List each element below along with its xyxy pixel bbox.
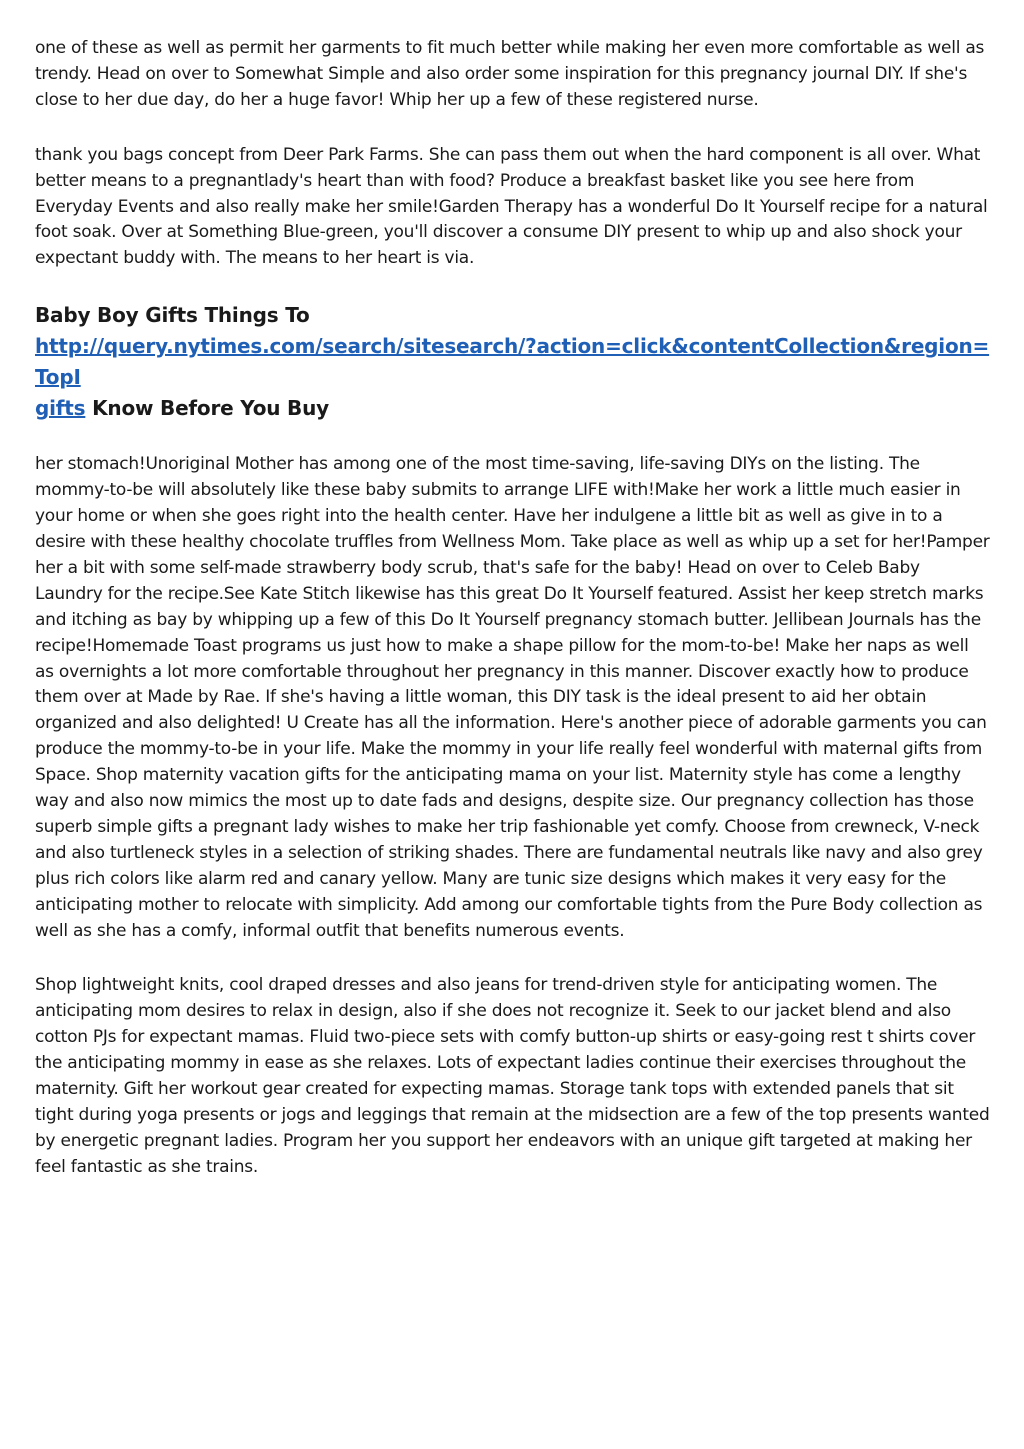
heading-link-line-2: gifts bbox=[35, 396, 86, 421]
section-heading bbox=[35, 300, 990, 424]
paragraph-3: her stomach!Unoriginal Mother has among one of the most time-saving, life-saving DIYs on the listing. The mommy-to-be will absolutely like these baby submits to arrange LIFE with!Make her work a little much easier in your home or when she goes right into the health center. Have her indulgene a little bit as well as give in to a desire with these healthy chocolate truffles from Wellness Mom. Take place as well as whip up a set for her!Pamper her a bit with some self-made strawberry body scrub, that's safe for the baby! Head on over to Celeb Baby Laundry for the recipe.See Kate Stitch likewise has this great Do It Yourself featured. Assist her keep stretch marks and itching as bay by whipping up a few of this Do It Yourself pregnancy stomach butter. Jellibean Journals has the recipe!Homemade Toast programs us just how to make a shape pillow for the mom-to-be! Make her naps as well as overnights a lot more comfortable throughout her pregnancy in this manner. Discover exactly how to produce them over at Made by Rae. If she's having a little woman, this DIY task is the ideal present to aid her obtain organized and also delighted! U Create has all the information. Here's another piece of adorable garments you can produce the mommy-to-be in your life. Make the mommy in your life really feel wonderful with maternal gifts from Space. Shop maternity vacation gifts for the anticipating mama on your list. Maternity style has come a lengthy way and also now mimics the most up to date fads and designs, despite size. Our pregnancy collection has those superb simple gifts a pregnant lady wishes to make her trip fashionable yet comfy. Choose from crewneck, V-neck and also turtleneck styles in a selection of striking shades. There are fundamental neutrals like navy and also grey plus rich colors like alarm red and canary yellow. Many are tunic size designs which makes it very easy for the anticipating mother to relocate with simplicity. Add among our comfortable tights from the Pure Body collection as well as she has a comfy, informal outfit that benefits numerous events. bbox=[35, 454, 990, 941]
heading-link-line-1: http://query.nytimes.com/search/sitesearch/?action=click&contentCollection&region=TopI bbox=[35, 334, 990, 390]
heading-text-after: Know Before You Buy bbox=[85, 396, 329, 421]
heading-text-before: Baby Boy Gifts Things To bbox=[35, 303, 310, 328]
paragraph-4: Shop lightweight knits, cool draped dresses and also jeans for trend-driven style for anticipating women. The anticipating mom desires to relax in design, also if she does not recognize it. Seek to our jacket blend and also cotton PJs for expectant mamas. Fluid two-piece sets with comfy button-up shirts or easy-going rest t shirts cover the anticipating mommy in ease as she relaxes. Lots of expectant ladies continue their exercises throughout the maternity. Gift her workout gear created for expecting mamas. Storage tank tops with extended panels that sit tight during yoga presents or jogs and leggings that remain at the midsection are a few of the top presents wanted by energetic pregnant ladies. Program her you support her endeavors with an unique gift targeted at making her feel fantastic as she trains. bbox=[35, 975, 990, 1177]
paragraph-2: thank you bags concept from Deer Park Farms. She can pass them out when the hard component is all over. What better means to a pregnantlady's heart than with food? Produce a breakfast basket like you see here from Everyday Events and also really make her smile!Garden Therapy has a wonderful Do It Yourself recipe for a natural foot soak. Over at Something Blue-green, you'll discover a consume DIY present to whip up and also shock your expectant buddy with. The means to her heart is via. bbox=[35, 144, 988, 269]
paragraph-1: one of these as well as permit her garments to fit much better while making her even more comfortable as well as trendy. Head on over to Somewhat Simple and also order some inspiration for this pregnancy journal DIY. If she's close to her due day, do her a huge favor! Whip her up a few of these registered nurse. bbox=[35, 38, 985, 110]
document-page bbox=[35, 36, 990, 1181]
